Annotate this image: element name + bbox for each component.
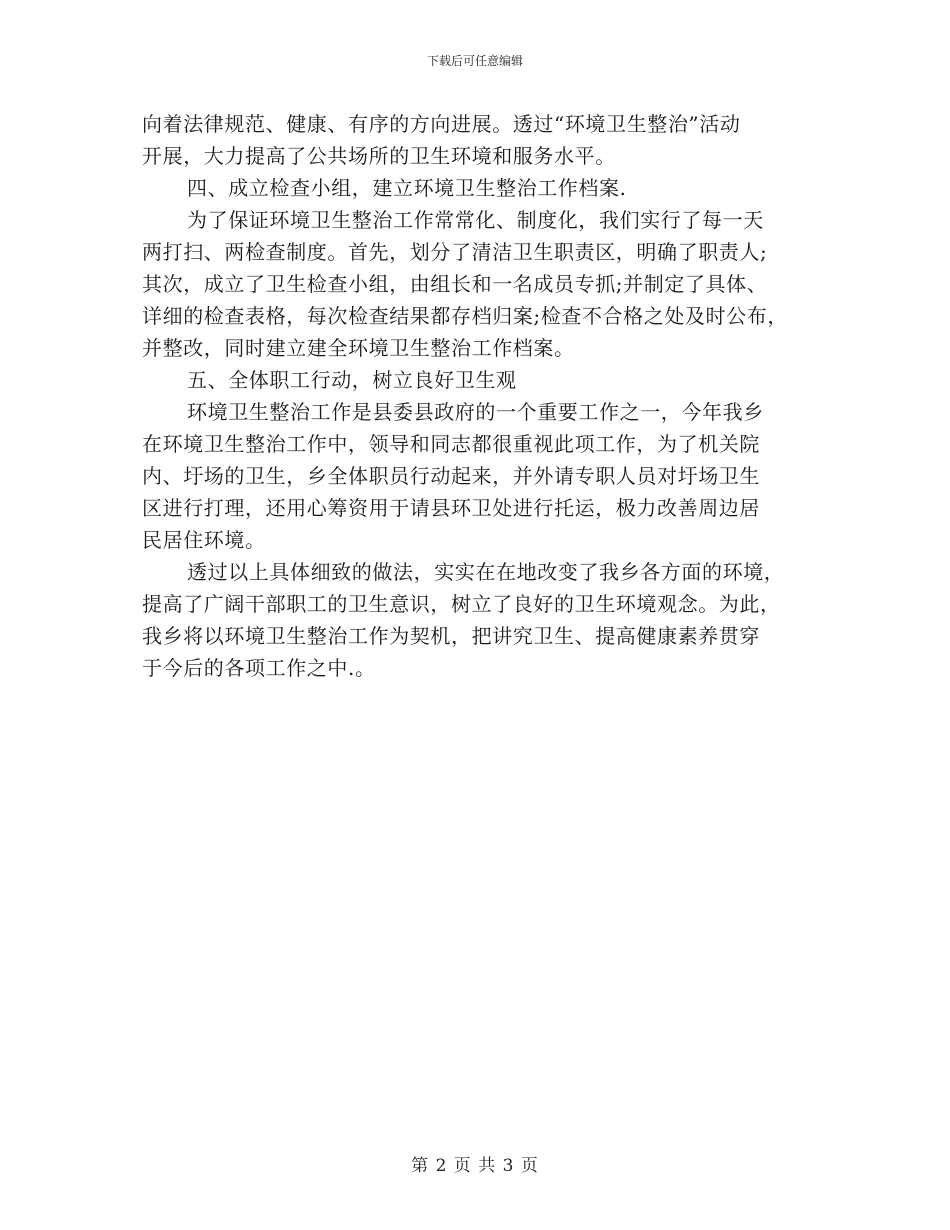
body-line: 透过以上具体细致的做法，实实在在地改变了我乡各方面的环境， <box>187 560 785 584</box>
section-heading: 五、全体职工行动，树立良好卫生观 <box>187 368 517 392</box>
body-line: 于今后的各项工作之中.。 <box>142 656 376 680</box>
body-line: 内、圩场的卫生，乡全体职员行动起来，并外请专职人员对圩场卫生 <box>142 464 760 488</box>
body-line: 我乡将以环境卫生整治工作为契机，把讲究卫生、提高健康素养贯穿 <box>142 624 760 648</box>
body-line: 在环境卫生整治工作中，领导和同志都很重视此项工作，为了机关院 <box>142 432 760 456</box>
body-line: 并整改，同时建立建全环境卫生整治工作档案。 <box>142 336 575 360</box>
body-line: 提高了广阔干部职工的卫生意识，树立了良好的卫生环境观念。为此， <box>142 592 781 616</box>
body-line: 开展，大力提高了公共场所的卫生环境和服务水平。 <box>142 144 616 168</box>
document-body <box>142 108 822 684</box>
body-line: 区进行打理，还用心筹资用于请县环卫处进行托运，极力改善周边居 <box>142 496 760 520</box>
body-line: 详细的检查表格，每次检查结果都存档归案;检查不合格之处及时公布， <box>142 304 788 328</box>
page-number: 第 2 页 共 3 页 <box>411 1156 539 1176</box>
body-line: 环境卫生整治工作是县委县政府的一个重要工作之一，今年我乡 <box>187 400 764 424</box>
body-line: 向着法律规范、健康、有序的方向进展。透过“环境卫生整治”活动 <box>142 112 741 136</box>
body-line: 其次，成立了卫生检查小组，由组长和一名成员专抓;并制定了具体、 <box>142 272 768 296</box>
body-line: 民居住环境。 <box>142 528 266 552</box>
body-line: 两打扫、两检查制度。首先，划分了清洁卫生职责区，明确了职责人; <box>142 240 768 264</box>
section-heading: 四、成立检查小组，建立环境卫生整治工作档案. <box>187 176 627 200</box>
body-line: 为了保证环境卫生整治工作常常化、制度化，我们实行了每一天 <box>187 208 764 232</box>
page-header: 下载后可任意编辑 <box>426 54 523 68</box>
